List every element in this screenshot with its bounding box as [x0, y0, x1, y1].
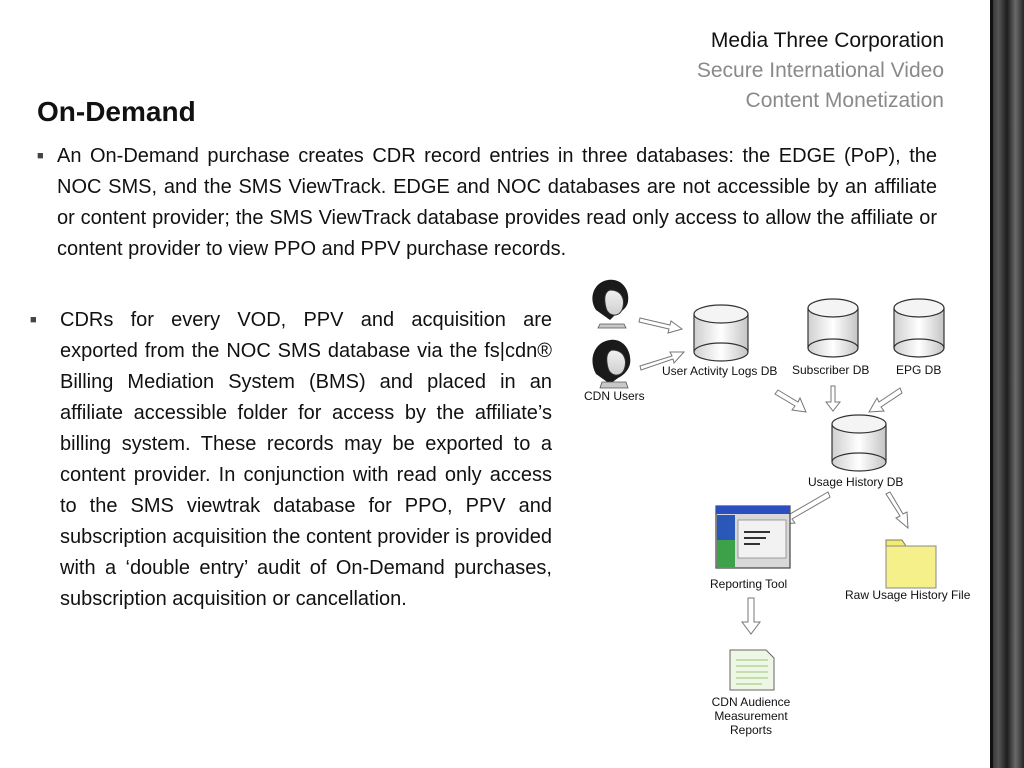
company-header — [697, 26, 944, 116]
slide-title: On-Demand — [37, 96, 196, 127]
cdn-users-label: CDN Users — [584, 389, 645, 403]
audience-reports-line2: Measurement — [714, 709, 788, 723]
bullet-marker: ■ — [37, 150, 44, 162]
bullet-2 — [30, 305, 552, 615]
slide-edge-strip — [990, 0, 1024, 768]
bullet-2-text: CDRs for every VOD, PPV and acquisition are exported from the NOC SMS database via the fs|cdn® Billing Mediation System (BMS) and placed in an affiliate accessible folder for access by the affiliate’s billing system. These records may be exported to a content provider. In conjunction with read only access to the SMS viewtrak database for PPO, PPV and subscription acquisition the content provider is provided with a ‘double entry’ audit of On-Demand purchases, subscription acquisition or cancellation. — [60, 309, 552, 610]
company-name: Media Three Corporation — [710, 29, 944, 52]
data-flow-diagram — [580, 268, 980, 768]
company-tagline-line1: Secure International Video — [696, 59, 944, 82]
reporting-tool-label: Reporting Tool — [710, 577, 788, 591]
company-tagline-line2: Content Monetization — [745, 89, 944, 112]
usage-history-db-label: Usage History DB — [808, 475, 904, 489]
cdn-users-icon — [592, 340, 630, 388]
user-activity-db-label: User Activity Logs DB — [662, 364, 778, 378]
user-person-icon — [592, 280, 628, 328]
bullet-1-text: An On-Demand purchase creates CDR record entries in three databases: the EDGE (PoP), the NOC SMS, and the SMS ViewTrack. EDGE and NOC databases are not accessible by an affiliate or content provider; the SMS ViewTrack database provides read only access to allow the affiliate or content provider to view PPO and PPV purchase records. — [57, 145, 937, 260]
arrow-epg-to-usage — [869, 388, 902, 412]
bullet-1 — [37, 141, 937, 265]
bullet-marker: ■ — [30, 314, 37, 326]
arrow-user-to-activity-1 — [639, 318, 682, 333]
arrow-reporting-to-reports — [742, 598, 760, 634]
audience-reports-label — [708, 695, 794, 737]
audience-reports-line3: Reports — [729, 723, 773, 737]
raw-usage-file-label: Raw Usage History File — [845, 588, 971, 602]
epg-db-label: EPG DB — [896, 363, 942, 377]
arrow-subscriber-to-usage — [826, 386, 840, 411]
epg-db-icon — [894, 299, 944, 357]
reporting-tool-icon — [716, 506, 790, 568]
arrow-activity-to-usage — [775, 390, 806, 412]
subscriber-db-icon — [808, 299, 858, 357]
diagram-graphics — [580, 268, 980, 768]
user-activity-db-icon — [694, 305, 748, 361]
audience-report-icon — [730, 650, 774, 690]
raw-usage-folder-icon — [886, 540, 936, 588]
subscriber-db-label: Subscriber DB — [792, 363, 870, 377]
arrow-usage-to-raw-file — [886, 492, 908, 528]
usage-history-db-icon — [832, 415, 886, 471]
audience-reports-line1: CDN Audience — [711, 695, 791, 709]
